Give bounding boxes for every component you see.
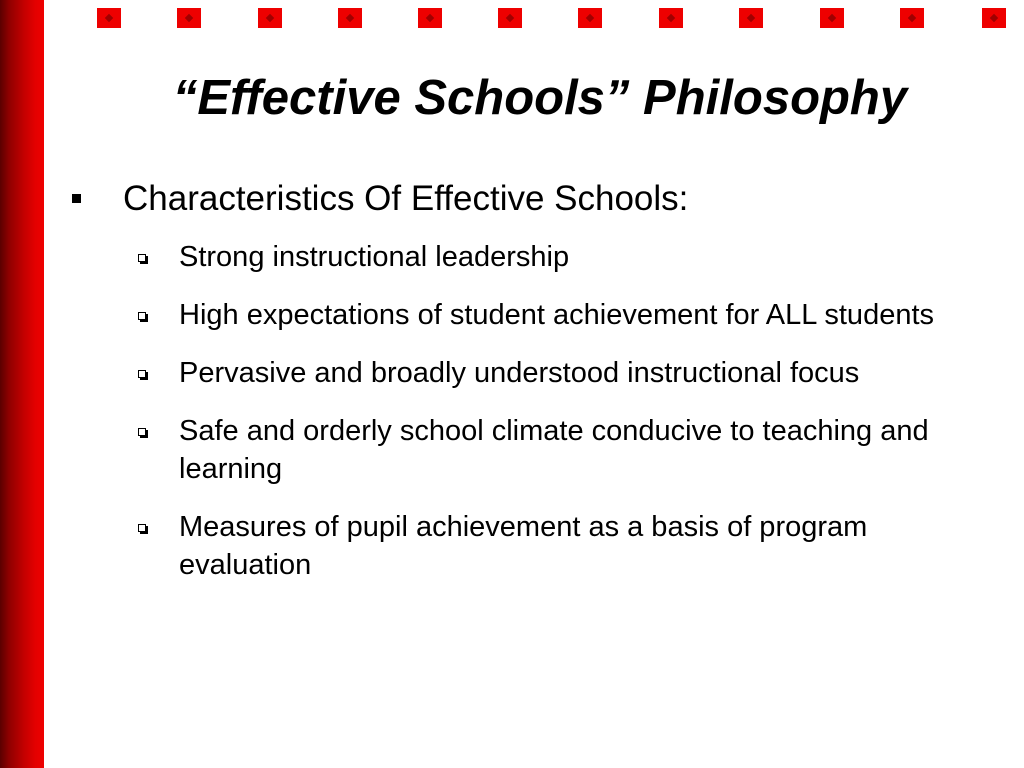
red-diamond-box-icon [739, 8, 763, 28]
red-diamond-box-icon [982, 8, 1006, 28]
sub-bullet-item [138, 508, 972, 584]
sub-bullet-text: High expectations of student achievement for ALL students [179, 299, 935, 331]
sub-bullet-item [138, 238, 972, 276]
red-diamond-box-icon [659, 8, 683, 28]
hollow-square-bullet-icon [138, 312, 146, 320]
sub-bullet-text: Pervasive and broadly understood instructional focus [179, 357, 860, 389]
red-diamond-box-icon [418, 8, 442, 28]
main-bullet-text: Characteristics Of Effective Schools: [123, 179, 689, 218]
red-diamond-box-icon [338, 8, 362, 28]
slide-title: “Effective Schools” Philosophy [172, 71, 908, 125]
sub-bullet-list [72, 238, 972, 584]
slide-content [72, 178, 972, 604]
red-diamond-box-icon [900, 8, 924, 28]
red-diamond-box-icon [820, 8, 844, 28]
main-bullet-item [72, 178, 972, 220]
filled-square-bullet-icon [72, 194, 81, 203]
sub-bullet-text: Strong instructional leadership [179, 241, 570, 273]
red-diamond-box-icon [258, 8, 282, 28]
red-diamond-box-icon [498, 8, 522, 28]
hollow-square-bullet-icon [138, 254, 146, 262]
left-red-gradient-bar [0, 0, 44, 768]
decorative-box-row [0, 8, 1024, 30]
red-diamond-box-icon [578, 8, 602, 28]
sub-bullet-item [138, 296, 972, 334]
sub-bullet-text: Measures of pupil achievement as a basis of program evaluation [179, 511, 868, 581]
red-diamond-box-icon [97, 8, 121, 28]
hollow-square-bullet-icon [138, 524, 146, 532]
sub-bullet-text: Safe and orderly school climate conducive to teaching and learning [179, 415, 929, 485]
sub-bullet-item [138, 354, 972, 392]
hollow-square-bullet-icon [138, 370, 146, 378]
hollow-square-bullet-icon [138, 428, 146, 436]
red-diamond-box-icon [177, 8, 201, 28]
sub-bullet-item [138, 412, 972, 488]
